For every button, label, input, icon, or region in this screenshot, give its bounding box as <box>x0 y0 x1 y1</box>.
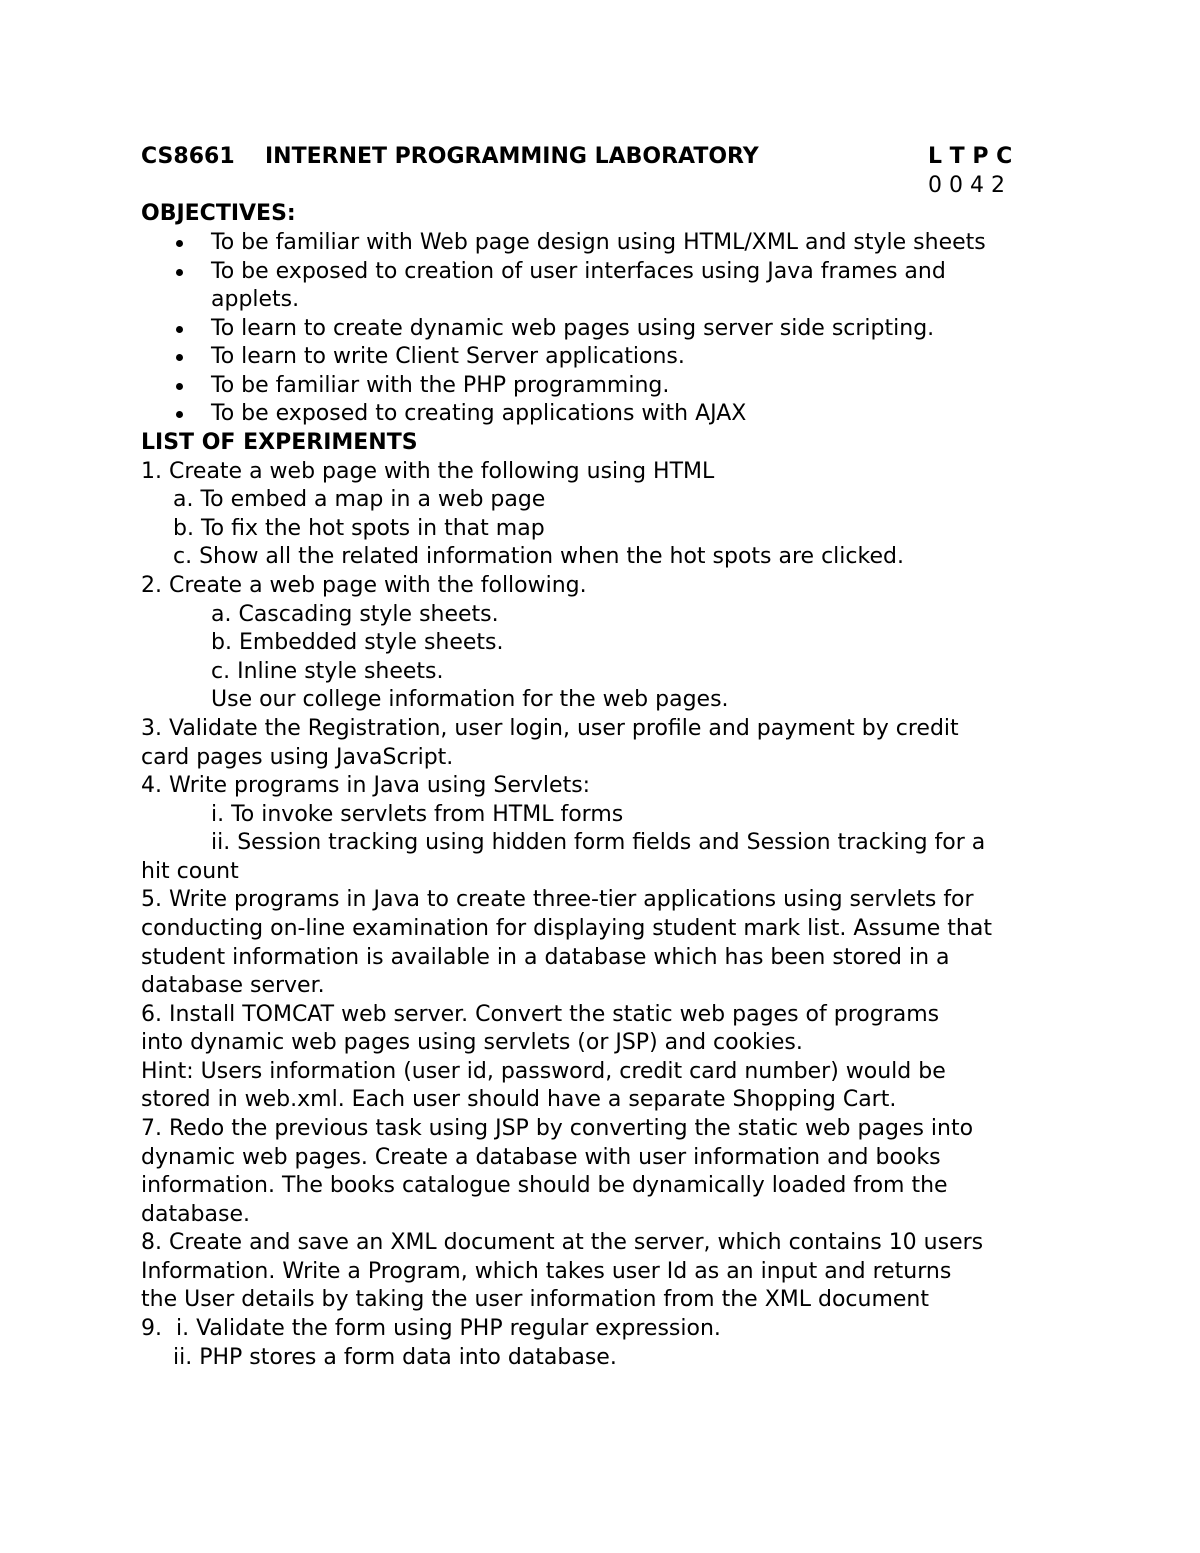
ltpc-values: 0 0 4 2 <box>928 173 1005 198</box>
course-title: INTERNET PROGRAMMING LABORATORY <box>265 144 759 169</box>
objective-item: To learn to create dynamic web pages using server side scripting. <box>211 316 935 341</box>
objectives-heading: OBJECTIVES: <box>141 201 296 226</box>
experiment-line: 6. Install TOMCAT web server. Convert the static web pages of programs <box>141 1002 940 1027</box>
objective-item: To be exposed to creation of user interfaces using Java frames and <box>211 259 946 284</box>
experiment-subitem: a. Cascading style sheets. <box>211 602 499 627</box>
experiment-line: 3. Validate the Registration, user login, user profile and payment by credit <box>141 716 959 741</box>
experiment-line: 9. i. Validate the form using PHP regular expression. <box>141 1316 721 1341</box>
experiment-line: 8. Create and save an XML document at the server, which contains 10 users <box>141 1230 984 1255</box>
experiment-line: 1. Create a web page with the following using HTML <box>141 459 715 484</box>
experiment-hint: Hint: Users information (user id, password, credit card number) would be <box>141 1059 946 1084</box>
objective-item: To be familiar with Web page design using HTML/XML and style sheets <box>211 230 986 255</box>
experiment-note: Use our college information for the web pages. <box>211 687 729 712</box>
objective-item-continued: applets. <box>211 287 300 312</box>
experiment-subitem: i. To invoke servlets from HTML forms <box>211 802 624 827</box>
experiment-line: 5. Write programs in Java to create three-tier applications using servlets for <box>141 887 974 912</box>
experiment-line: information. The books catalogue should be dynamically loaded from the <box>141 1173 948 1198</box>
experiments-heading: LIST OF EXPERIMENTS <box>141 430 418 455</box>
objective-item: To be exposed to creating applications with AJAX <box>211 401 747 426</box>
experiment-line: Information. Write a Program, which takes user Id as an input and returns <box>141 1259 952 1284</box>
experiment-subitem: a. To embed a map in a web page <box>173 487 546 512</box>
experiment-subitem: c. Show all the related information when the hot spots are clicked. <box>173 544 904 569</box>
objective-item: To be familiar with the PHP programming. <box>211 373 670 398</box>
experiment-subitem: ii. Session tracking using hidden form fields and Session tracking for a <box>211 830 986 855</box>
experiment-line: the User details by taking the user information from the XML document <box>141 1287 929 1312</box>
experiment-line: student information is available in a database which has been stored in a <box>141 945 950 970</box>
experiment-subitem: ii. PHP stores a form data into database. <box>173 1345 617 1370</box>
course-code: CS8661 <box>141 144 235 169</box>
ltpc-label: L T P C <box>928 144 1013 169</box>
objective-item: To learn to write Client Server applications. <box>211 344 685 369</box>
experiment-line: database. <box>141 1202 250 1227</box>
experiment-line: card pages using JavaScript. <box>141 745 454 770</box>
experiment-line: hit count <box>141 859 239 884</box>
experiment-line: 7. Redo the previous task using JSP by converting the static web pages into <box>141 1116 974 1141</box>
experiment-line: conducting on-line examination for displaying student mark list. Assume that <box>141 916 992 941</box>
experiment-line: into dynamic web pages using servlets (or JSP) and cookies. <box>141 1030 803 1055</box>
experiment-line: dynamic web pages. Create a database with user information and books <box>141 1145 941 1170</box>
experiment-line: 4. Write programs in Java using Servlets: <box>141 773 591 798</box>
experiment-line: 2. Create a web page with the following. <box>141 573 587 598</box>
experiment-subitem: b. Embedded style sheets. <box>211 630 504 655</box>
experiment-subitem: b. To fix the hot spots in that map <box>173 516 545 541</box>
experiment-line: database server. <box>141 973 325 998</box>
experiment-subitem: c. Inline style sheets. <box>211 659 444 684</box>
experiment-hint: stored in web.xml. Each user should have a separate Shopping Cart. <box>141 1087 897 1112</box>
